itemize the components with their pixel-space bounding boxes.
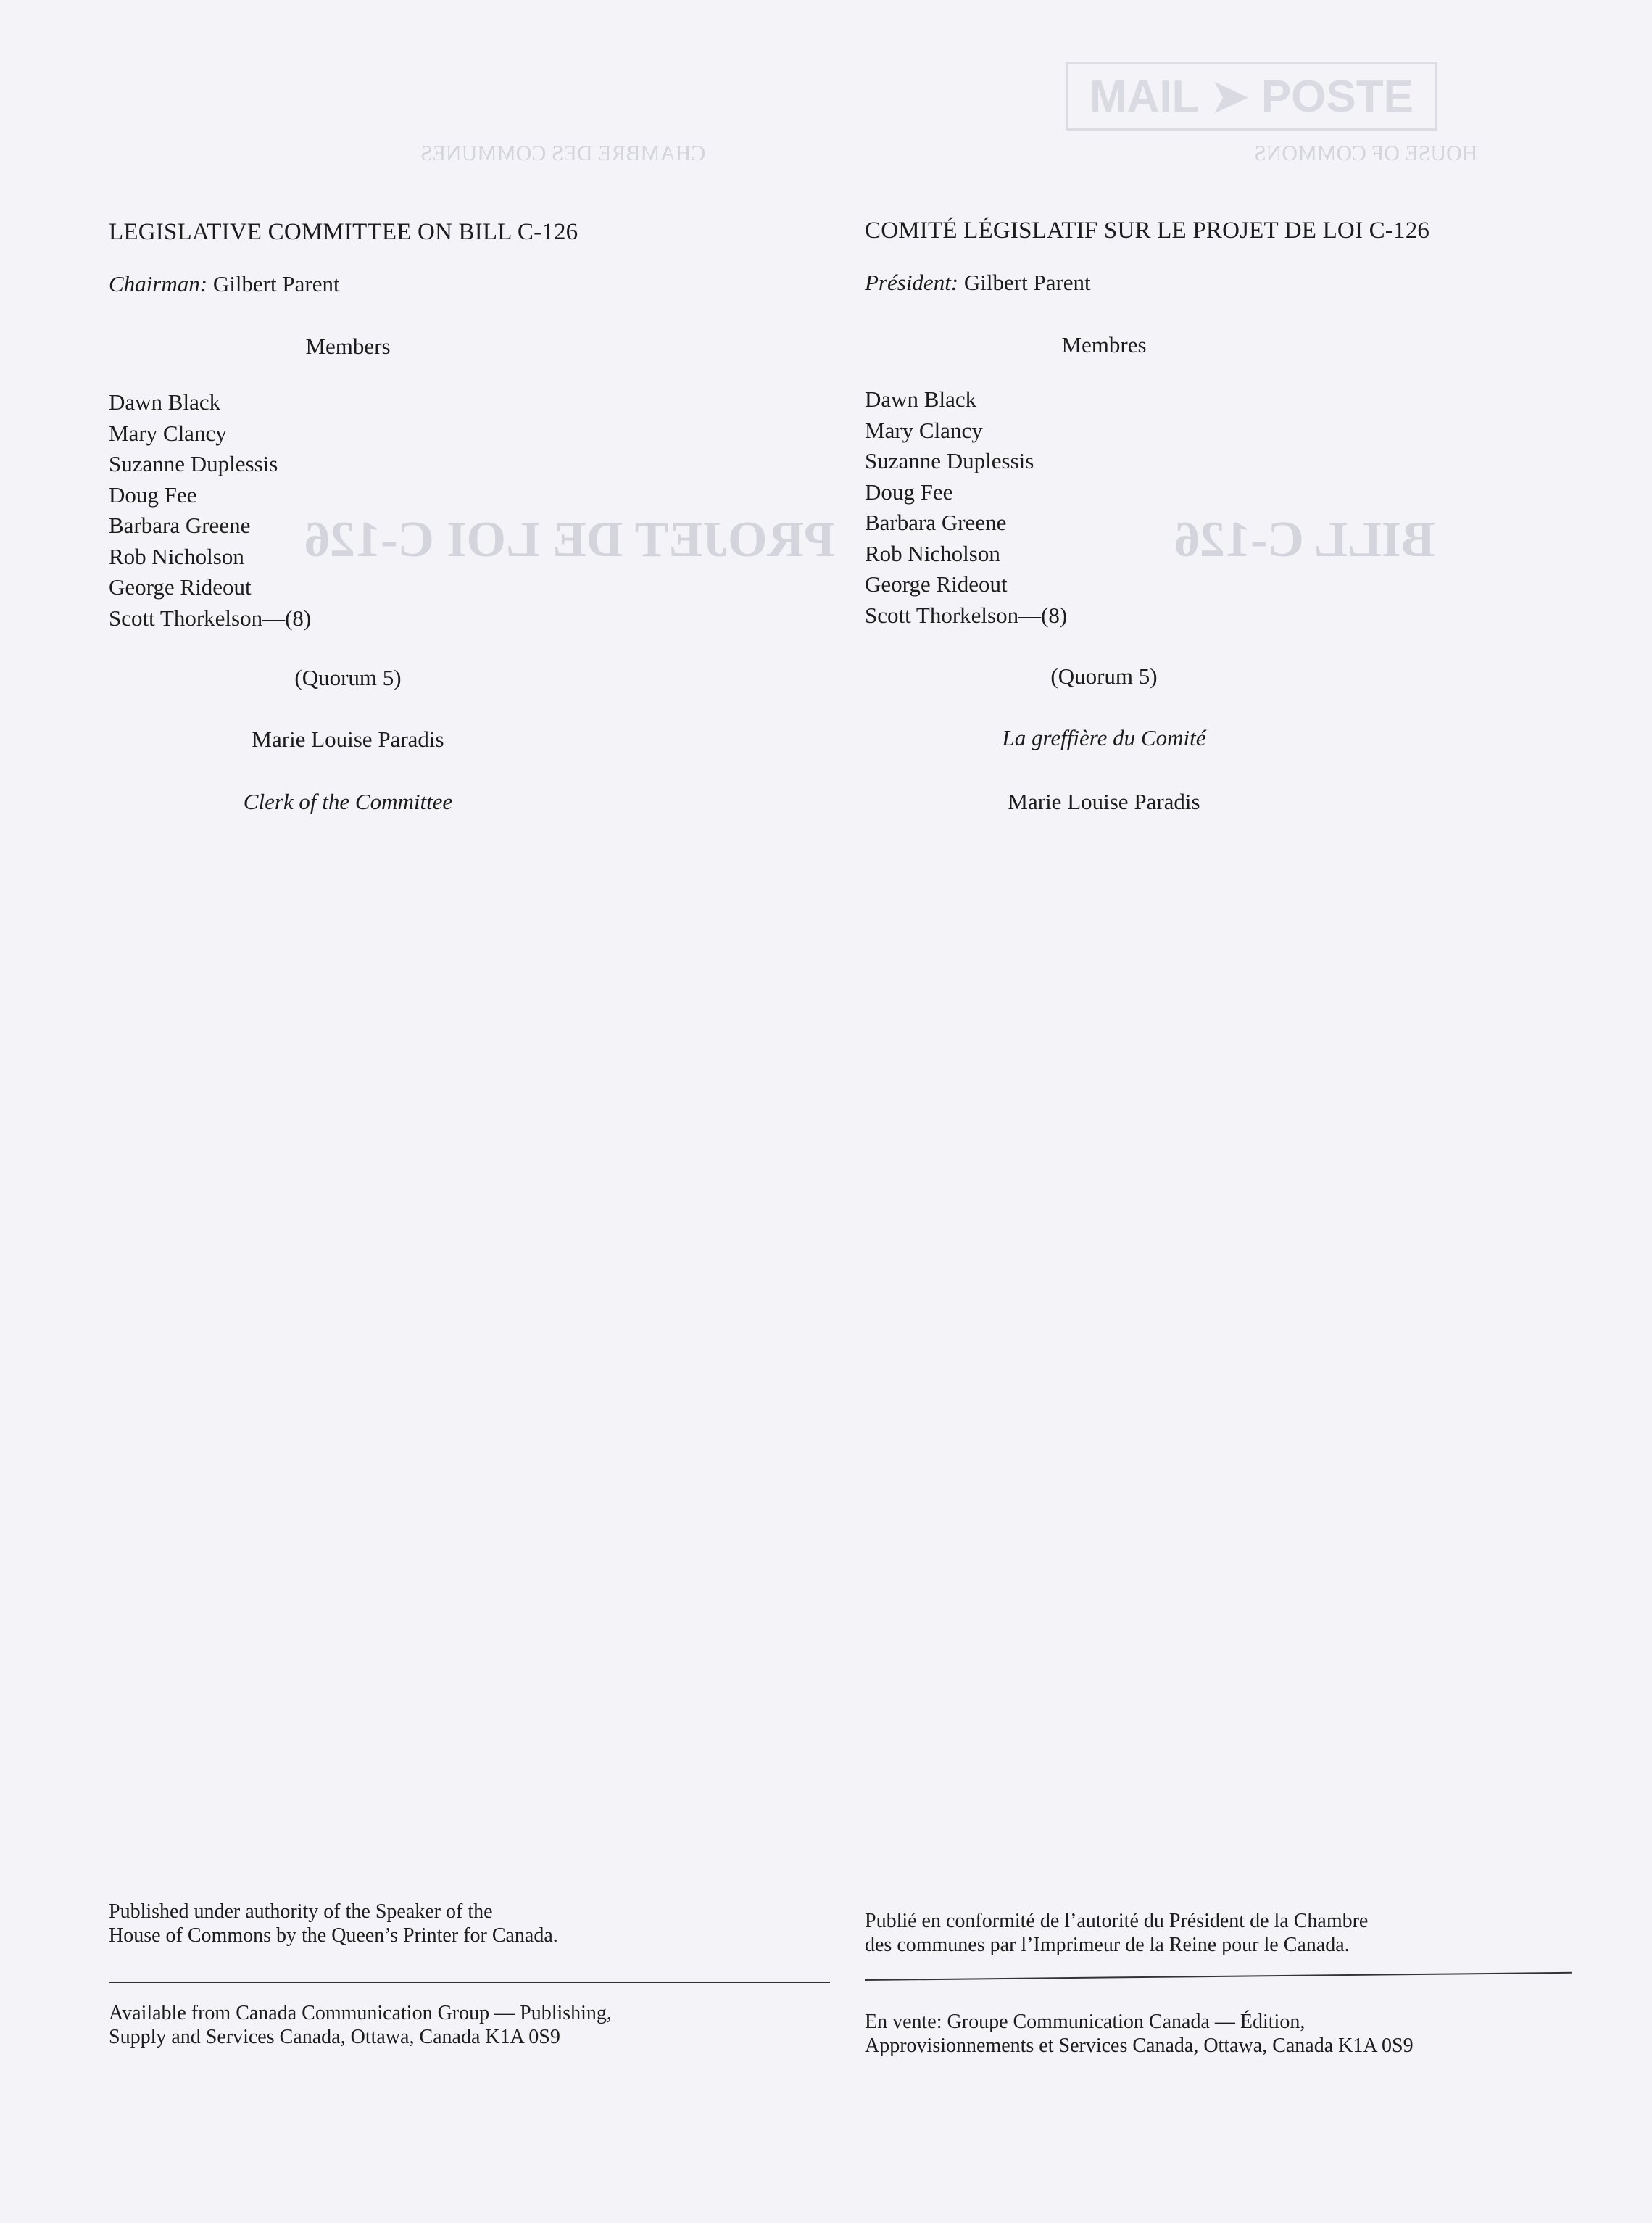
member-name: Rob Nicholson bbox=[865, 540, 1000, 566]
members-list bbox=[865, 384, 1067, 631]
member-name: Suzanne Duplessis bbox=[865, 448, 1034, 473]
english-column bbox=[109, 0, 834, 2223]
member-name: Scott Thorkelson—(8) bbox=[109, 605, 312, 631]
member-name: Doug Fee bbox=[109, 481, 197, 508]
publication-notice-line: Publié en conformité de l’autorité du Président de la Chambre bbox=[865, 1910, 1369, 1932]
quorum: (Quorum 5) bbox=[1050, 663, 1158, 689]
member-name: Doug Fee bbox=[865, 479, 953, 505]
footer-divider bbox=[865, 1972, 1572, 1981]
publication-notice-line: House of Commons by the Queen’s Printer for Canada. bbox=[109, 1924, 558, 1947]
member-name: Mary Clancy bbox=[865, 417, 983, 443]
publication-notice bbox=[109, 1900, 558, 1947]
chairman-name: Gilbert Parent bbox=[212, 271, 340, 297]
member-name: Dawn Black bbox=[109, 389, 221, 415]
member-name: Mary Clancy bbox=[109, 420, 227, 446]
president-line bbox=[865, 268, 1091, 297]
publication-notice bbox=[865, 1909, 1368, 1957]
bleed-through-heading: PROJET DE LOI C-126 bbox=[304, 512, 835, 568]
availability-notice bbox=[865, 2010, 1414, 2058]
availability-notice-line: En vente: Groupe Communication Canada — Édition, bbox=[865, 2011, 1306, 2033]
publication-notice-line: Published under authority of the Speaker of the bbox=[109, 1900, 493, 1923]
member-name: George Rideout bbox=[109, 574, 252, 600]
clerk-title: Clerk of the Committee bbox=[243, 789, 453, 814]
availability-notice bbox=[109, 2001, 612, 2049]
bleed-through-stamp: MAIL ➤ POSTE bbox=[1066, 62, 1437, 131]
member-name: Dawn Black bbox=[865, 386, 977, 412]
bleed-through-heading: BILL C-126 bbox=[1174, 512, 1435, 568]
member-name: Rob Nicholson bbox=[109, 543, 244, 569]
members-list bbox=[109, 387, 311, 634]
member-name: Barbara Greene bbox=[865, 510, 1007, 535]
member-name: Barbara Greene bbox=[109, 513, 251, 538]
members-heading: Members bbox=[305, 334, 391, 359]
bleed-through-text: CHAMBRE DES COMMUNES bbox=[420, 141, 706, 165]
footer-divider bbox=[109, 1982, 830, 1983]
quorum: (Quorum 5) bbox=[294, 665, 402, 690]
availability-notice-line: Approvisionnements et Services Canada, Ottawa, Canada K1A 0S9 bbox=[865, 2034, 1414, 2057]
member-name: George Rideout bbox=[865, 571, 1008, 597]
committee-title: LEGISLATIVE COMMITTEE ON BILL C-126 bbox=[109, 219, 578, 245]
publication-notice-line: des communes par l’Imprimeur de la Reine pour le Canada. bbox=[865, 1934, 1350, 1956]
member-name: Scott Thorkelson—(8) bbox=[865, 602, 1068, 628]
president-label: Président: bbox=[865, 270, 959, 295]
clerk-name: Marie Louise Paradis bbox=[1008, 789, 1200, 814]
chairman-label: Chairman: bbox=[109, 271, 208, 297]
member-name: Suzanne Duplessis bbox=[109, 451, 278, 476]
chairman-line bbox=[109, 270, 340, 299]
french-column bbox=[865, 0, 1590, 2223]
bleed-through-text: HOUSE OF COMMONS bbox=[1254, 141, 1478, 165]
clerk-name: Marie Louise Paradis bbox=[252, 726, 444, 752]
president-name: Gilbert Parent bbox=[963, 270, 1091, 295]
members-heading: Membres bbox=[1061, 332, 1147, 357]
availability-notice-line: Supply and Services Canada, Ottawa, Canada K1A 0S9 bbox=[109, 2026, 560, 2048]
clerk-title: La greffière du Comité bbox=[1002, 725, 1206, 750]
availability-notice-line: Available from Canada Communication Group — Publishing, bbox=[109, 2002, 612, 2024]
committee-title: COMITÉ LÉGISLATIF SUR LE PROJET DE LOI C-126 bbox=[865, 218, 1430, 244]
